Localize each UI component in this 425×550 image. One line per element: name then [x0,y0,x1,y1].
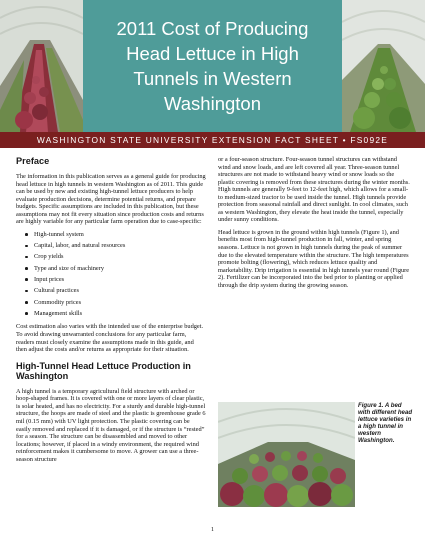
section-heading: High-Tunnel Head Lettuce Production in Washington [16,360,191,382]
list-item: Capital, labor, and natural resources [26,242,206,250]
page-number: 1 [210,526,215,533]
list-item: Input prices [26,276,206,284]
figure-1-photo [218,402,355,507]
left-column [16,156,206,468]
document-title: 2011 Cost of Producing Head Lettuce in High Tunnels in Western Washington [116,18,309,114]
fact-sheet-banner [0,132,425,148]
list-item: Type and size of machinery [26,265,206,273]
bullet-icon [25,312,28,315]
bullet-icon [25,256,28,259]
preface-paragraph-1: The information in this publication serves as a general guide for producing head lettuce in high tunnels in western Washington as of 2011. This guide can be used by new and existing high-tunnel lettuce producers to help evaluate production decisions, determine potential returns, and prepare budgets. Specific assumptions are included in this publication, but these assumptions may not fit every situation since production costs and returns are highly variable for any particular farm operation due to case-specific: [16,173,206,226]
list-item: Management skills [26,310,206,318]
right-column [218,156,410,294]
header-photo-left [0,0,83,132]
list-item: Crop yields [26,253,206,261]
list-item: High-tunnel system [26,231,206,239]
bullet-icon [25,301,28,304]
lettuce-rows-illustration-right [342,0,425,132]
banner-text: WASHINGTON STATE UNIVERSITY EXTENSION FACT SHEET • FS092E [36,135,389,145]
preface-paragraph-2: Cost estimation also varies with the intended use of the enterprise budget. To avoid drawing unwarranted conclusions for any particular farm, readers must closely examine the assumptions made in this guide, and then adjust the costs and/or returns as appropriate for their situation. [16,323,204,354]
bullet-icon [25,290,28,293]
bullet-icon [25,278,28,281]
lettuce-bed-illustration [218,402,355,507]
header-photo-right [342,0,425,132]
list-item: Cultural practices [26,287,206,295]
right-paragraph-2: Head lettuce is grown in the ground within high tunnels (Figure 1), and benefits most from high-tunnel production in fall, winter, and spring seasons. Lettuce is not grown in high tunnels during the peak of summer due to the elevated temperature within the structure. The high temperatures promote bolting (flowering), which reduces lettuce quality and marketability. Drip irrigation is essential in high tunnels year round (Figure 2). Fertilizer can be incorporated into the bed prior to planting or applied through the drip system during the growing season. [218,228,410,289]
bullet-icon [25,267,28,270]
right-paragraph-1: or a four-season structure. Four-season tunnel structures can withstand wind and snow loads, and are left covered all year. Three-season tunnel structures are not made to withstand heavy wind or snow loads so the plastic covering is removed from these structures during the winter months. High tunnels are generally 9-feet to 12-feet high, which allows for a small- to medium-sized tractor to be used inside the tunnel. High tunnels provide protection from seasonal rainfall and direct sunlight. In cool climates, such as western Washington, they elevate the heat inside the tunnel, especially under sunny conditions. [218,156,410,224]
header [0,0,425,132]
bullet-icon [25,245,28,248]
title-box [83,0,342,132]
figure-1-caption: Figure 1. A bed with different head lettuce varieties in a high tunnel in western Washington. [358,402,413,445]
preface-heading: Preface [16,156,50,166]
lettuce-rows-illustration-left [0,0,83,132]
list-item: Commodity prices [26,299,206,307]
specific-factors-list [16,231,206,318]
section-paragraph-1: A high tunnel is a temporary agricultural field structure with arched or hoop-shaped frames. It is covered with one or more layers of clear plastic, is solar heated, and has no electricity. For a sturdy and durable high-tunnel structure, the hoops are made of steel and the plastic is greenhouse grade 6 mil (0.15 mm) with UV light protection. The plastic covering can be easily removed and replaced if it is damaged, or if the structure is “rested” for a season. The structure can be disassembled and moved to other locations; however, if placed in a windy environment, the required wind reinforcement makes it cumbersome to move. A grower can use a three-season structure [16,387,206,463]
bullet-icon [25,233,28,236]
